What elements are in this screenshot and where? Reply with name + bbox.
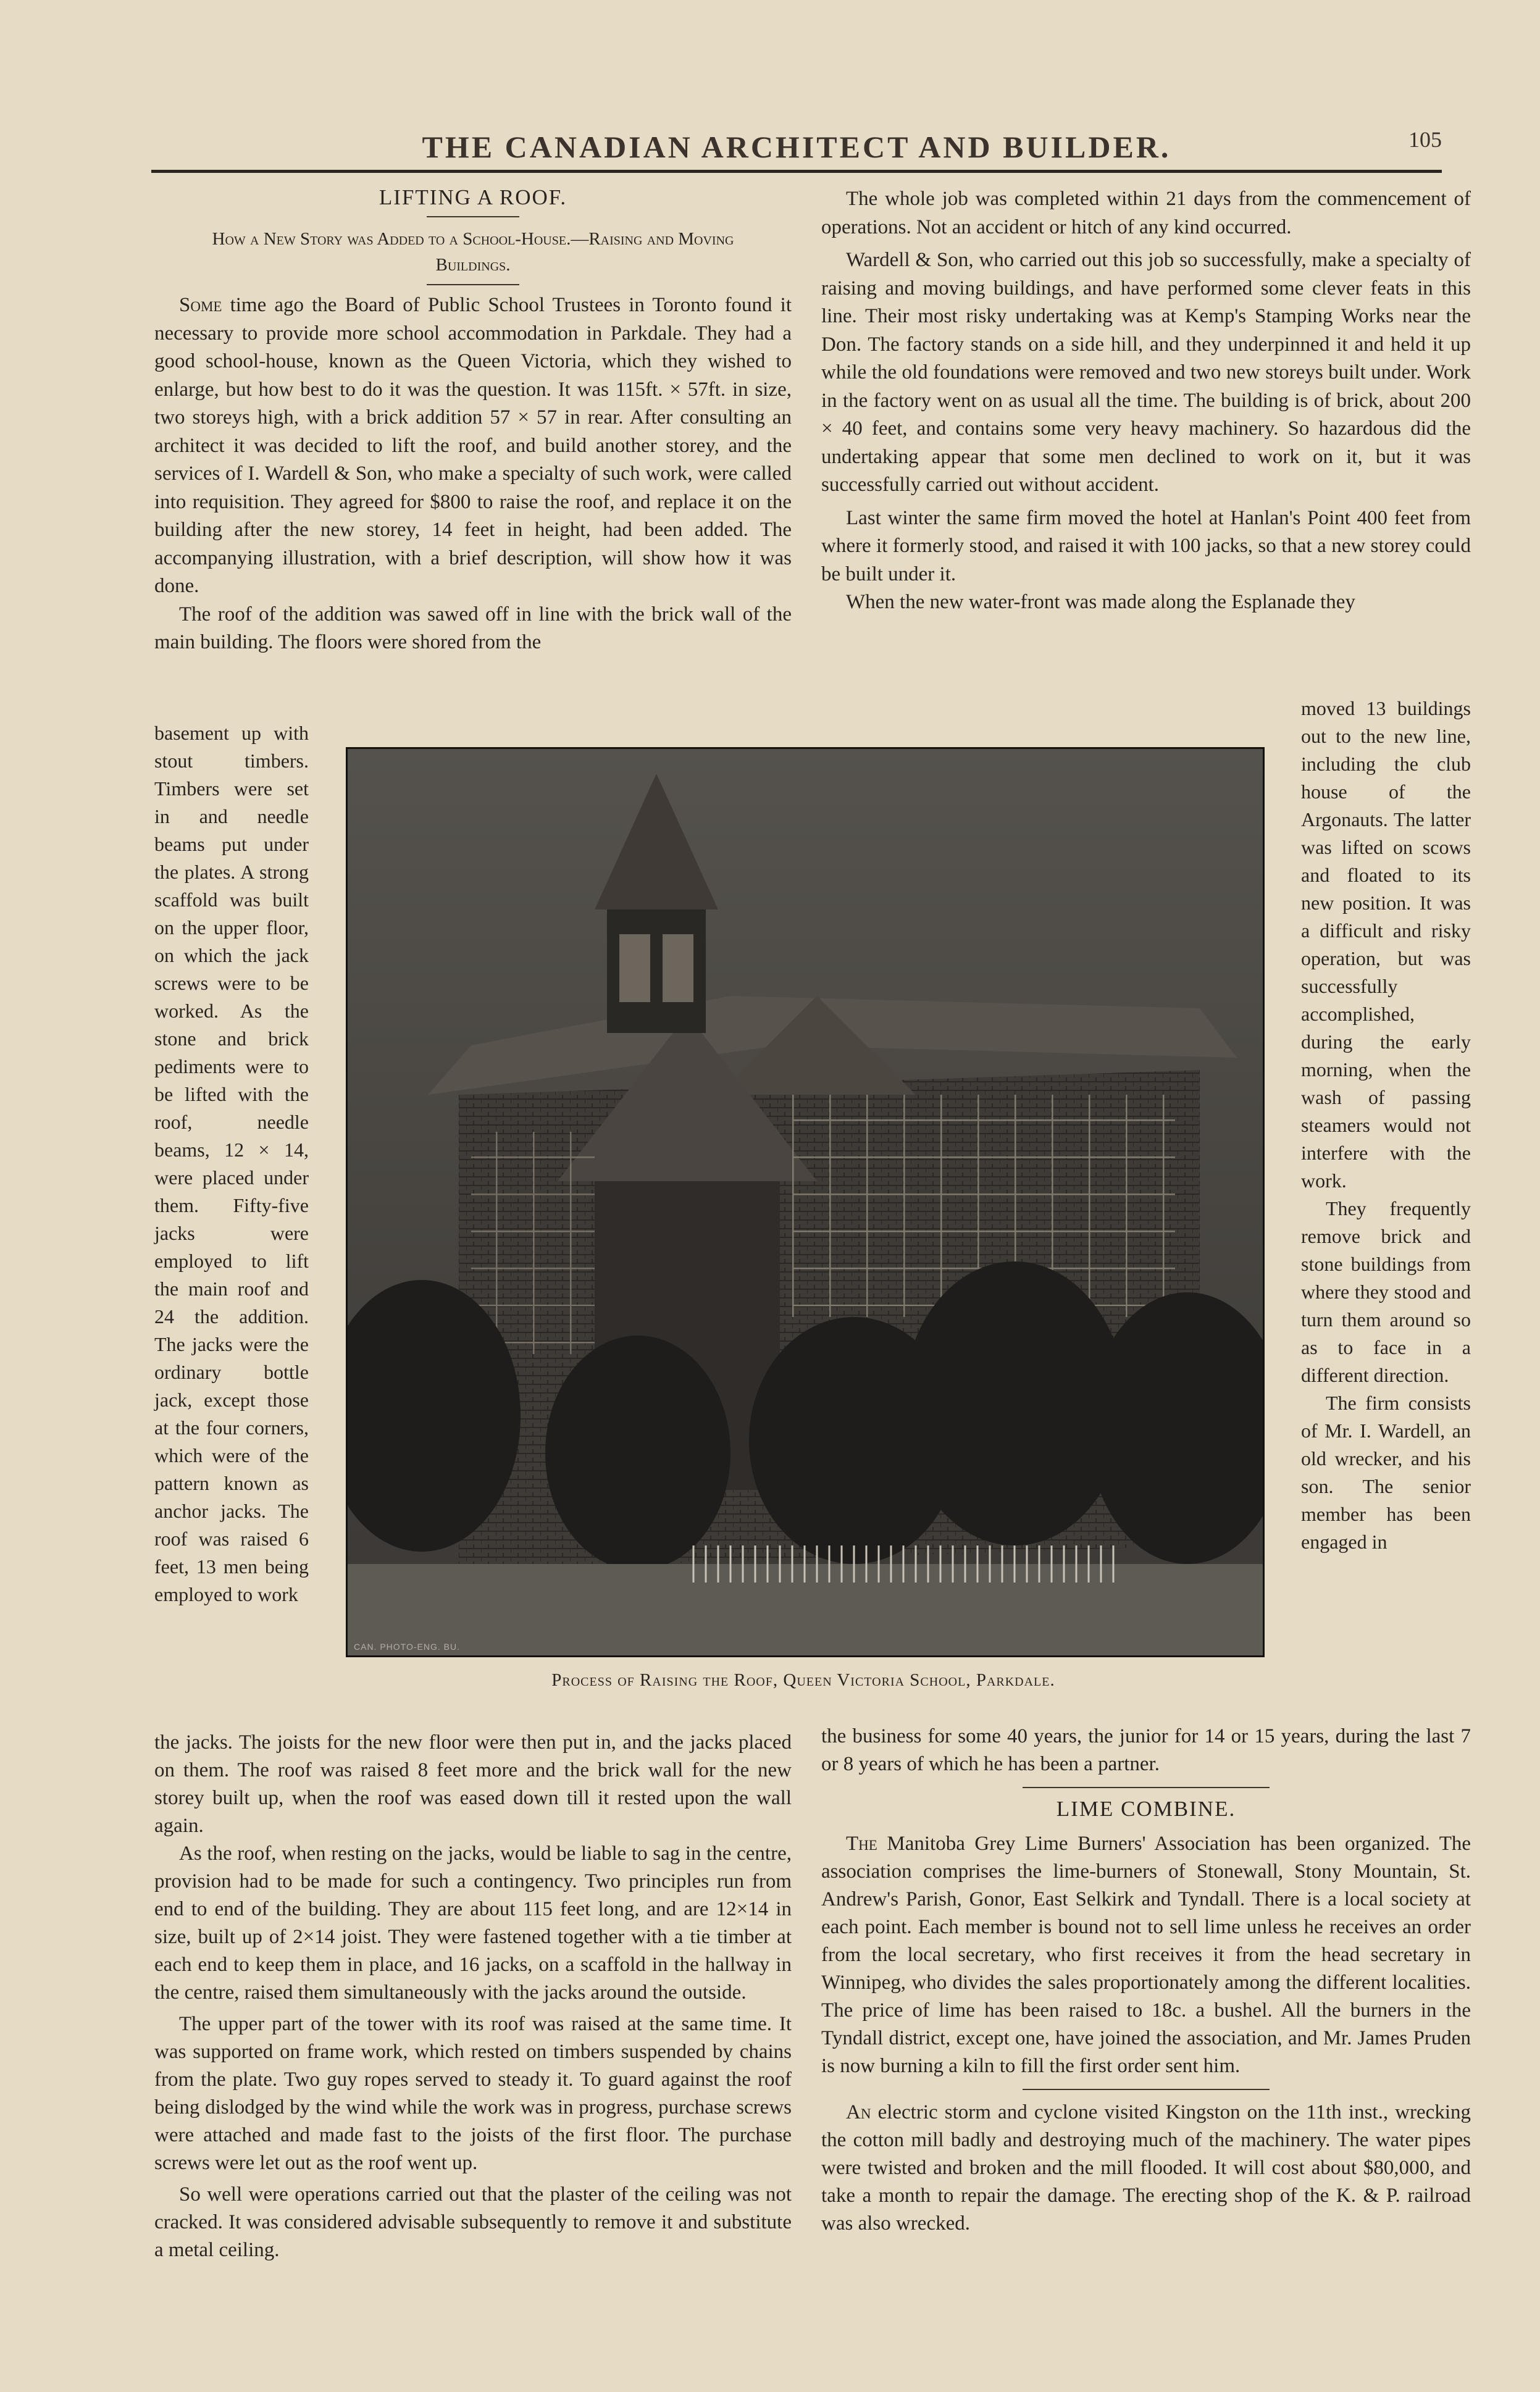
- paragraph-intro: Some time ago the Board of Public School Trustees in Toronto found it necessary to provide more school accommodation in Parkdale. They had a good school-house, known as the Queen Victoria, which they wished to enlarge, but how best to do it was the question. It was 115ft. × 57ft. in size, two storeys high, with a brick addition 57 × 57 in rear. After consulting an architect it was decided to lift the roof, and build another storey, and the services of I. Wardell & Son, who make a specialty of such work, were called into requisition. They agreed for $800 to raise the roof, and replace it on the building after the new storey, 14 feet in height, had been added. The accompanying illustration, with a brief description, will show how it was done.: [154, 294, 792, 597]
- left-column-top: [154, 185, 792, 657]
- lead-word: The: [846, 1833, 877, 1855]
- right-column-bottom: [821, 1723, 1471, 2238]
- article-heading-lifting-a-roof: LIFTING A ROOF.: [379, 185, 567, 209]
- lead-word: Some: [179, 294, 222, 316]
- right-column-top: [821, 185, 1471, 617]
- paragraph-lime-association: The Manitoba Grey Lime Burners' Association has been organized. The association comprises the lime-burners of Stonewall, Stony Mountain, St. Andrew's Parish, Gonor, East Selkirk and Tyndall. There is a local society at each point. Each member is bound not to sell lime unless he receives an order from the local secretary, who first receives it from the head secretary in Winnipeg, who divides the sales proportionately among the different localities. The price of lime has been raised to 18c. a bushel. All the burners in the Tyndall district, except one, have joined the association, and Mr. James Pruden is now burning a kiln to fill the first order sent him.: [821, 1833, 1471, 2077]
- paragraph-joists: the jacks. The joists for the new floor were then put in, and the jacks placed on them. The roof was raised 8 feet more and the brick wall for the new storey built up, when the roof was eased down till it rested upon the wall again.: [154, 1731, 792, 1837]
- paragraph-sag: As the roof, when resting on the jacks, would be liable to sag in the centre, provision had to be made for such a contingency. Two principles run from end to end of the building. They are about 115 feet long, and are 12×14 in size, built up of 2×14 joist. They were fastened together with a tie timber at each end to keep them in place, and 16 jacks, on a scaffold in the hallway in the centre, raised them simultaneously with the jacks around the outside.: [154, 1842, 792, 2004]
- paragraph-partner: the business for some 40 years, the junior for 14 or 15 years, during the last 7 or 8 years of which he has been a partner.: [821, 1725, 1471, 1775]
- paragraph-addition-start: The roof of the addition was sawed off in line with the brick wall of the main building. The floors were shored from the: [154, 603, 792, 653]
- left-column-bottom: [154, 1729, 792, 2264]
- article-subheading: How a New Story was Added to a School-House.—Raising and Moving Buildings.: [212, 229, 734, 275]
- masthead: [151, 127, 1442, 173]
- school-building-image: [348, 749, 1263, 1655]
- page-number: 105: [1408, 127, 1442, 152]
- school-photograph: [346, 747, 1265, 1657]
- paragraph-argonauts: moved 13 buildings out to the new line, including the club house of the Argonauts. The latter was lifted on scows and floated to its new position. It was a difficult and risky operation, but was successfully accomplished, during the early morning, when the wash of passing steamers would not interfere with the work.: [1301, 697, 1471, 1192]
- right-narrow-column: [1301, 695, 1471, 1556]
- lead-word: An: [846, 2101, 871, 2123]
- paragraph-turn-buildings: They frequently remove brick and stone buildings from where they stood and turn them around so as to face in a different direction.: [1301, 1197, 1471, 1386]
- divider: [1023, 2089, 1270, 2090]
- paragraph-hanlans-point: Last winter the same firm moved the hotel at Hanlan's Point 400 feet from where it formerly stood, and raised it with 100 jacks, so that a new storey could be built under it.: [821, 506, 1471, 585]
- paragraph-firm: The firm consists of Mr. I. Wardell, an old wrecker, and his son. The senior member has been engaged in: [1301, 1392, 1471, 1553]
- photo-caption: Process of Raising the Roof, Queen Victoria School, Parkdale.: [551, 1670, 1055, 1690]
- photo-engraver-credit: CAN. PHOTO-ENG. BU.: [354, 1642, 460, 1652]
- paragraph-kingston-storm: An electric storm and cyclone visited Kingston on the 11th inst., wrecking the cotton mill badly and destroying much of the machinery. The water pipes were twisted and broken and the mill flooded. It will cost about $80,000, and take a month to repair the damage. The erecting shop of the K. & P. railroad was also wrecked.: [821, 2101, 1471, 2235]
- paragraph-esplanade-start: When the new water-front was made along the Esplanade they: [846, 591, 1355, 613]
- divider: [1023, 1787, 1270, 1788]
- article-heading-lime-combine: LIME COMBINE.: [1056, 1797, 1236, 1821]
- paragraph-tower: The upper part of the tower with its roof was raised at the same time. It was supported on frame work, which rested on timbers suspended by chains from the plate. Two guy ropes served to steady it. To guard against the roof being dislodged by the wind while the work was in progress, purchase screws were attached and made fast to the joists of the first floor. The purchase screws were let out as the roof went up.: [154, 2013, 792, 2174]
- divider: [427, 284, 519, 285]
- left-narrow-column: [154, 719, 309, 1608]
- paragraph-wardell-son: Wardell & Son, who carried out this job so successfully, make a specialty of raising and moving buildings, and have performed some clever feats in this line. Their most risky undertaking was at Kemp's Stamping Works near the Don. The factory stands on a side hill, and they underpinned it and held it up while the old foundations were removed and two new storeys built under. Work in the factory went on as usual all the time. The building is of brick, about 200 × 40 feet, and contains some very heavy machinery. So hazardous did the undertaking appear that some men declined to work on it, but it was successfully carried out without accident.: [821, 249, 1471, 496]
- paragraph-plaster: So well were operations carried out that the plaster of the ceiling was not cracked. It was considered advisable subsequently to remove it and substitute a metal ceiling.: [154, 2183, 792, 2261]
- paragraph-jacks: basement up with stout timbers. Timbers were set in and needle beams put under the plates. A strong scaffold was built on the upper floor, on which the jack screws were to be worked. As the stone and brick pediments were to be lifted with the roof, needle beams, 12 × 14, were placed under them. Fifty-five jacks were employed to lift the main roof and 24 the addition. The jacks were the ordinary bottle jack, except those at the four corners, which were of the pattern known as anchor jacks. The roof was raised 6 feet, 13 men being employed to work: [154, 722, 309, 1605]
- publication-title: THE CANADIAN ARCHITECT AND BUILDER.: [422, 130, 1171, 164]
- divider: [427, 216, 519, 217]
- paragraph-completion: The whole job was completed within 21 days from the commencement of operations. Not an accident or hitch of any kind occurred.: [821, 188, 1471, 238]
